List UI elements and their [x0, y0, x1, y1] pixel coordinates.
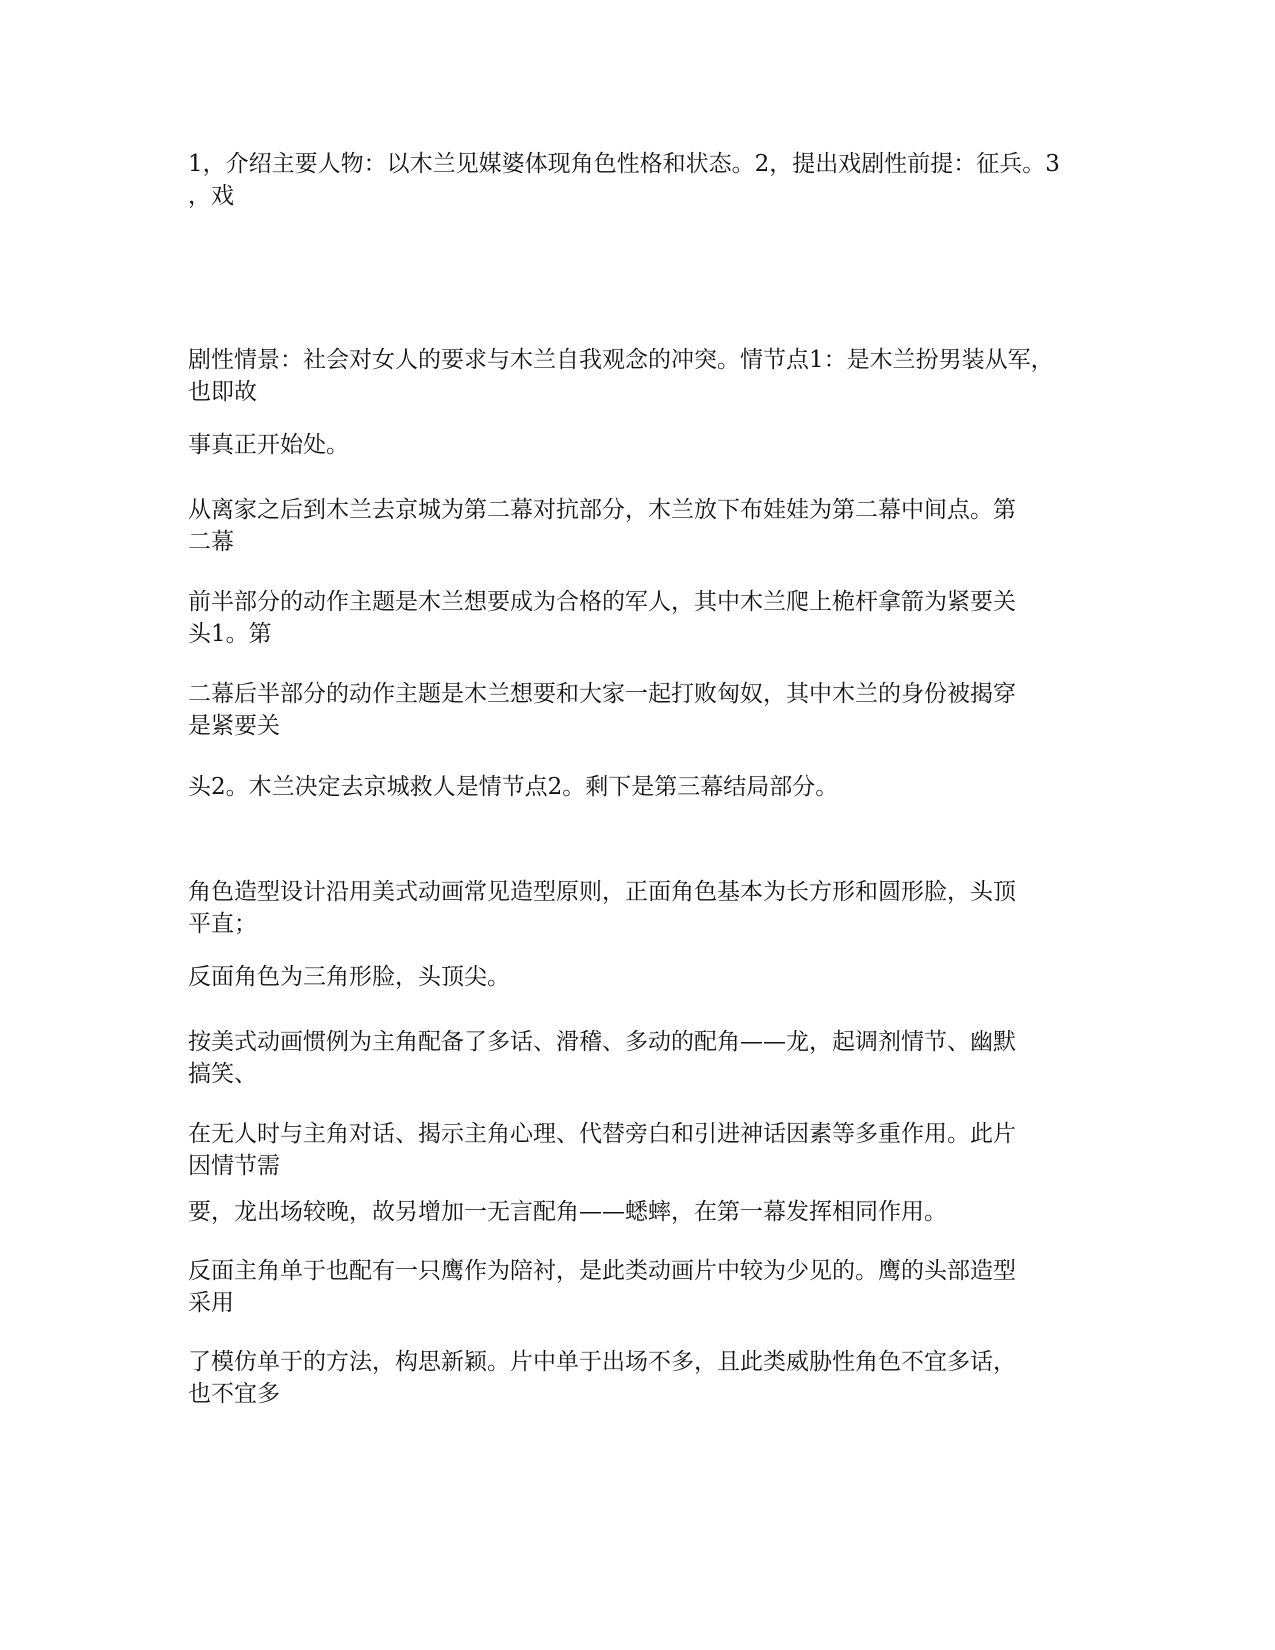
paragraph-sidekick-roles	[188, 1118, 1088, 1182]
text-line: 角色造型设计沿用美式动画常见造型原则，正面角色基本为长方形和圆形脸，头顶	[188, 879, 1016, 905]
text-line: 按美式动画惯例为主角配备了多话、滑稽、多动的配角——龙，起调剂情节、幽默	[188, 1029, 1016, 1055]
text-line: 反面角色为三角形脸，头顶尖。	[188, 964, 510, 990]
text-line: 反面主角单于也配有一只鹰作为陪衬，是此类动画片中较为少见的。鹰的头部造型	[188, 1258, 1016, 1284]
paragraph-character-design	[188, 876, 1088, 940]
text-line: 二幕后半部分的动作主题是木兰想要和大家一起打败匈奴，其中木兰的身份被揭穿	[188, 681, 1016, 707]
text-line: 头2。木兰决定去京城救人是情节点2。剩下是第三幕结局部分。	[188, 774, 839, 800]
paragraph-sidekick-dragon	[188, 1026, 1088, 1090]
paragraph-act-two-first-half	[188, 586, 1088, 650]
text-line: 在无人时与主角对话、揭示主角心理、代替旁白和引进神话因素等多重作用。此片	[188, 1121, 1016, 1147]
text-line: 也不宜多	[188, 1381, 280, 1407]
text-line: 采用	[188, 1290, 234, 1316]
paragraph-story-start	[188, 429, 1088, 461]
text-line: ，戏	[188, 183, 234, 209]
text-line: 从离家之后到木兰去京城为第二幕对抗部分，木兰放下布娃娃为第二幕中间点。第	[188, 497, 1016, 523]
text-line: 头1。第	[188, 621, 272, 647]
text-line: 了模仿单于的方法，构思新颖。片中单于出场不多，且此类威胁性角色不宜多话，	[188, 1349, 1016, 1375]
text-line: 因情节需	[188, 1153, 280, 1179]
text-line: 1，介绍主要人物：以木兰见媒婆体现角色性格和状态。2，提出戏剧性前提：征兵。3	[188, 151, 1060, 177]
text-line: 二幕	[188, 529, 234, 555]
paragraph-villain-dialogue	[188, 1346, 1088, 1410]
text-line: 事真正开始处。	[188, 432, 349, 458]
paragraph-intro-characters	[188, 148, 1088, 212]
text-line: 剧性情景：社会对女人的要求与木兰自我观念的冲突。情节点1：是木兰扮男装从军，	[188, 347, 1054, 373]
paragraph-villain-shape	[188, 961, 1088, 993]
text-line: 搞笑、	[188, 1061, 257, 1087]
text-line: 前半部分的动作主题是木兰想要成为合格的军人，其中木兰爬上桅杆拿箭为紧要关	[188, 589, 1016, 615]
text-line: 也即故	[188, 379, 257, 405]
text-line: 是紧要关	[188, 713, 280, 739]
paragraph-villain-falcon	[188, 1255, 1088, 1319]
paragraph-dramatic-situation	[188, 344, 1088, 408]
text-line: 要，龙出场较晚，故另增加一无言配角——蟋蟀，在第一幕发挥相同作用。	[188, 1199, 947, 1225]
paragraph-cricket	[188, 1196, 1088, 1228]
paragraph-act-two-second-half	[188, 678, 1088, 742]
paragraph-act-two	[188, 494, 1088, 558]
text-line: 平直；	[188, 911, 257, 937]
paragraph-act-three	[188, 771, 1088, 803]
